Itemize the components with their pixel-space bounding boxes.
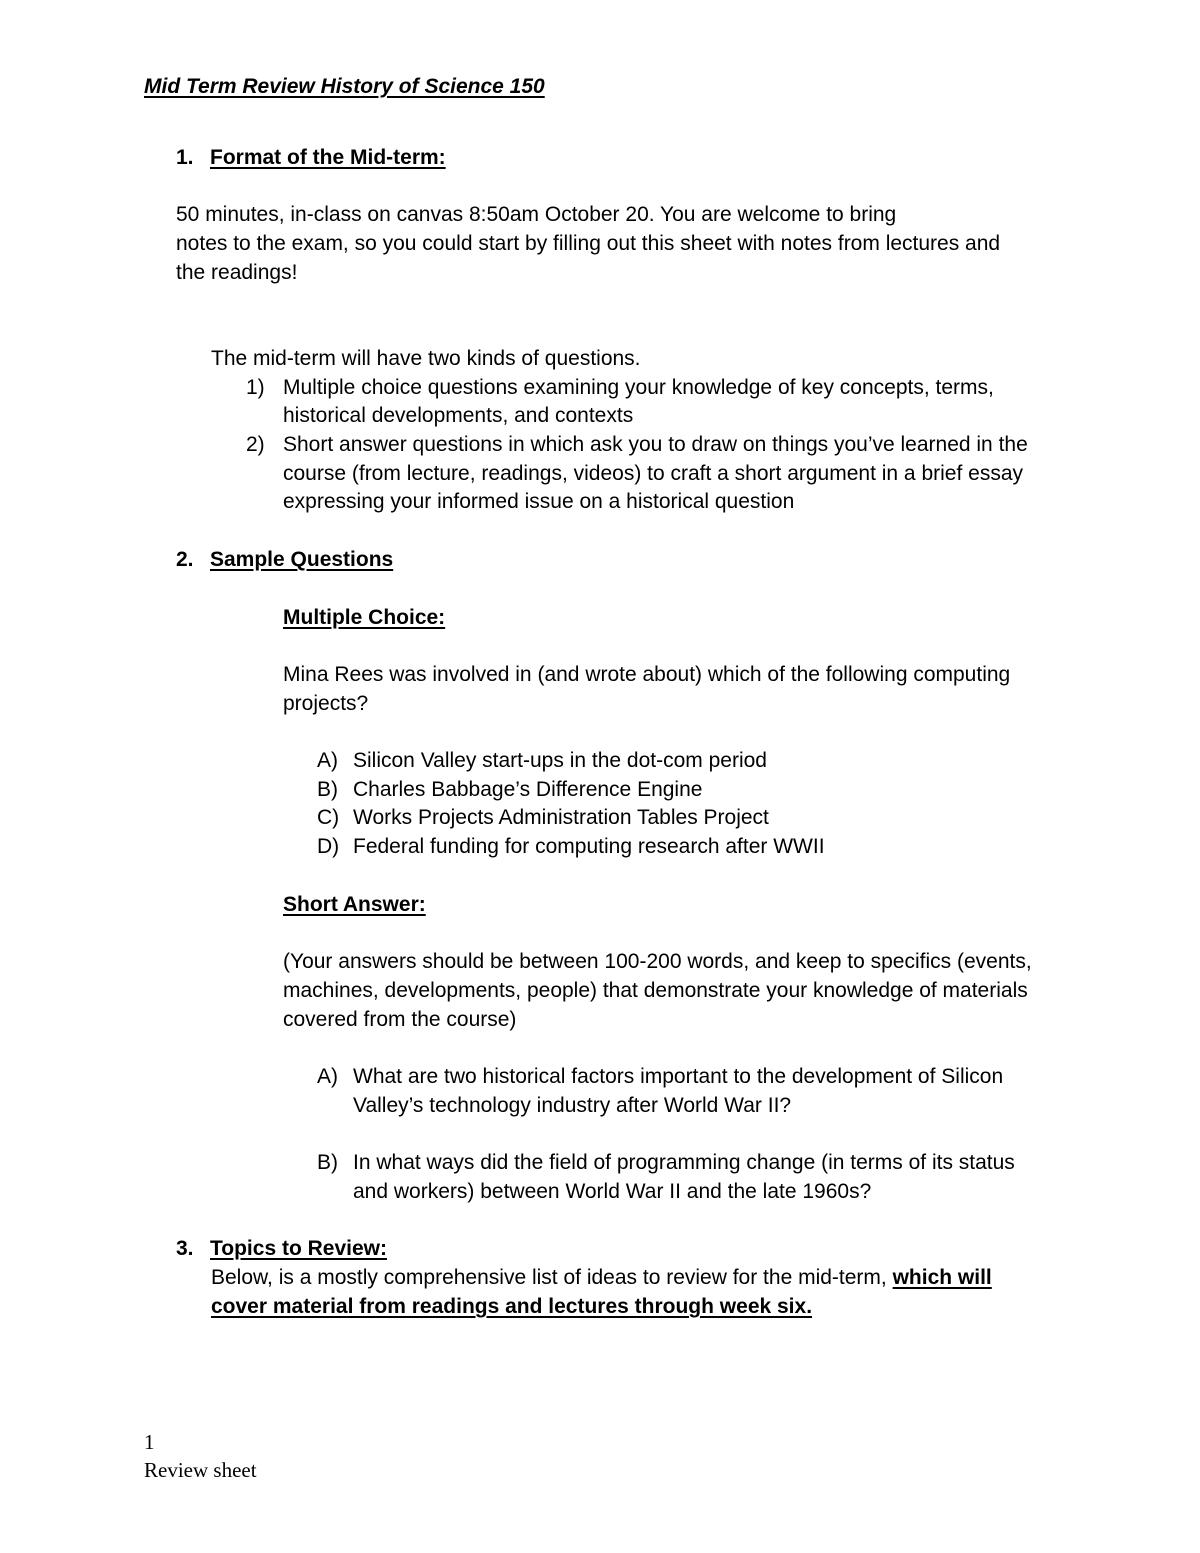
section-3-number: 3. — [176, 1237, 194, 1260]
sa-note-line: (Your answers should be between 100-200 words, and keep to specifics (events, — [283, 950, 1032, 973]
mc-option-text: Charles Babbage’s Difference Engine — [353, 778, 703, 801]
mc-option — [317, 746, 767, 775]
section-2-number: 2. — [176, 548, 194, 571]
section-1-heading — [176, 143, 446, 172]
intro-line: notes to the exam, so you could start by filling out this sheet with notes from lectures and — [176, 232, 1001, 255]
sa-question-line: and workers) between World War II and the late 1960s? — [353, 1180, 872, 1203]
topics-intro-line — [211, 1263, 992, 1292]
sa-question-line: In what ways did the field of programming change (in terms of its status — [353, 1151, 1015, 1174]
question-kind-line: course (from lecture, readings, videos) to craft a short argument in a brief essay — [283, 462, 1023, 485]
section-2-title: Sample Questions — [210, 548, 394, 571]
question-kind-marker: 2) — [246, 433, 265, 456]
document-title: Mid Term Review History of Science 150 — [144, 75, 545, 98]
sa-question-line: What are two historical factors important to the development of Silicon — [353, 1065, 1004, 1088]
section-2-heading — [176, 545, 393, 574]
question-kind-line: Short answer questions in which ask you to draw on things you’ve learned in the — [283, 433, 1028, 456]
mc-option-marker: D) — [317, 835, 340, 858]
mc-question-line: projects? — [283, 692, 369, 715]
section-3-title: Topics to Review: — [210, 1237, 387, 1260]
topics-intro-text: Below, is a mostly comprehensive list of ideas to review for the mid-term, — [211, 1266, 893, 1289]
section-3-heading — [176, 1234, 387, 1263]
mc-option — [317, 803, 769, 832]
mc-question-line: Mina Rees was involved in (and wrote about) which of the following computing — [283, 663, 1011, 686]
mc-option — [317, 832, 825, 861]
mc-option-text: Silicon Valley start-ups in the dot-com period — [353, 749, 767, 772]
mc-option-text: Federal funding for computing research after WWII — [353, 835, 825, 858]
intro-line: 50 minutes, in-class on canvas 8:50am October 20. You are welcome to bring — [176, 203, 897, 226]
short-answer-heading: Short Answer: — [283, 893, 426, 916]
question-kind-line: historical developments, and contexts — [283, 404, 634, 427]
section-1-number: 1. — [176, 146, 194, 169]
topics-emphasis-line: cover material from readings and lectures through week six. — [211, 1295, 813, 1318]
mc-option-marker: B) — [317, 778, 338, 801]
sa-note-line: covered from the course) — [283, 1008, 517, 1031]
sa-note-line: machines, developments, people) that demonstrate your knowledge of materials — [283, 979, 1028, 1002]
multiple-choice-heading: Multiple Choice: — [283, 606, 446, 629]
sa-question-marker: B) — [317, 1151, 338, 1174]
question-kind-line: Multiple choice questions examining your knowledge of key concepts, terms, — [283, 376, 994, 399]
footer-label: Review sheet — [144, 1458, 257, 1482]
question-kinds-intro: The mid-term will have two kinds of questions. — [211, 347, 641, 370]
question-kind-line: expressing your informed issue on a historical question — [283, 490, 795, 513]
sa-question-marker: A) — [317, 1065, 338, 1088]
question-kind-marker: 1) — [246, 376, 265, 399]
mc-option-text: Works Projects Administration Tables Project — [353, 806, 769, 829]
section-1-title: Format of the Mid-term: — [210, 146, 446, 169]
page-number: 1 — [144, 1430, 155, 1454]
mc-option-marker: C) — [317, 806, 340, 829]
mc-option-marker: A) — [317, 749, 338, 772]
topics-emphasis: which will — [892, 1266, 992, 1289]
mc-option — [317, 775, 702, 804]
sa-question-line: Valley’s technology industry after World War II? — [353, 1094, 792, 1117]
intro-line: the readings! — [176, 261, 298, 284]
